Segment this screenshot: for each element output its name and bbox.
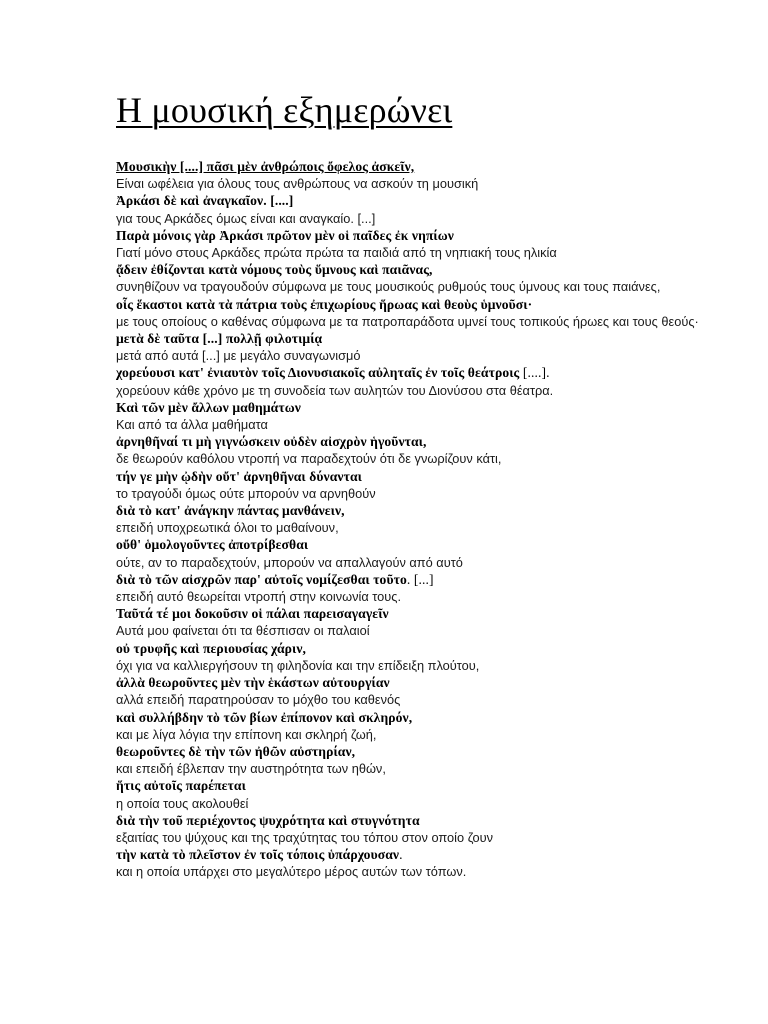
ancient-greek-text: Παρὰ μόνοις γὰρ Ἀρκάσι πρῶτον μὲν οἱ παῖδες ἐκ νηπίων <box>116 227 454 243</box>
ancient-greek-text: καὶ συλλήβδην τὸ τῶν βίων ἐπίπονον καὶ σκληρόν, <box>116 709 413 725</box>
ancient-greek-text: τήν γε μὴν ᾠδὴν οὔτ' ἀρνηθῆναι δύνανται <box>116 468 362 484</box>
translation-text: η οποία τους ακολουθεί <box>116 795 249 811</box>
ancient-greek-line <box>116 846 736 863</box>
ancient-greek-line <box>116 296 736 313</box>
ancient-greek-text: Μουσικὴν [....] πᾶσι μὲν ἀνθρώποις ὄφελος ἀσκεῖν, <box>116 159 415 174</box>
translation-line <box>116 347 736 364</box>
translation-line <box>116 210 736 227</box>
ancient-greek-text: Ἀρκάσι δὲ καὶ ἀναγκαῖον. [....] <box>116 193 294 209</box>
document-title: Η μουσική εξημερώνει <box>116 90 453 130</box>
translation-line <box>116 313 736 330</box>
text-body <box>116 158 736 881</box>
translation-text: και με λίγα λόγια την επίπονη και σκληρή ζωή, <box>116 726 377 742</box>
translation-line <box>116 382 736 399</box>
ancient-greek-text: οὐ τρυφῆς καὶ περιουσίας χάριν, <box>116 640 307 656</box>
ancient-greek-line <box>116 709 736 726</box>
translation-line <box>116 485 736 502</box>
translation-text: Αυτά μου φαίνεται ότι τα θέσπισαν οι παλαιοί <box>116 623 370 639</box>
ancient-greek-text: διὰ τὸ τῶν αἰσχρῶν παρ' αὐτοῖς νομίζεσθαι τοῦτο <box>116 571 407 587</box>
ancient-greek-text: Καὶ τῶν μὲν ἄλλων μαθημάτων <box>116 399 301 415</box>
translation-text: όχι για να καλλιεργήσουν τη φιληδονία και την επίδειξη πλούτου, <box>116 657 480 673</box>
ancient-greek-text: Ταῦτά τέ μοι δοκοῦσιν οἱ πάλαι παρεισαγαγεῖν <box>116 606 389 622</box>
translation-text: εξαιτίας του ψύχους και της τραχύτητας του τόπου στον οποίο ζουν <box>116 829 493 845</box>
translation-text: και επειδή έβλεπαν την αυστηρότητα των ηθών, <box>116 761 386 777</box>
ancient-greek-line <box>116 192 736 209</box>
translation-text: Είναι ωφέλεια για όλους τους ανθρώπους να ασκούν τη μουσική <box>116 176 479 192</box>
translation-text: για τους Αρκάδες όμως είναι και αναγκαίο. [...] <box>116 210 376 226</box>
translation-line <box>116 244 736 261</box>
line-suffix: . [...] <box>406 571 434 587</box>
ancient-greek-text: ᾄδειν ἐθίζονται κατὰ νόμους τοὺς ὕμνους καὶ παιᾶνας, <box>116 262 433 278</box>
translation-line <box>116 622 736 639</box>
translation-line <box>116 588 736 605</box>
translation-line <box>116 175 736 192</box>
ancient-greek-line <box>116 605 736 622</box>
translation-line <box>116 416 736 433</box>
line-suffix: . <box>399 847 403 863</box>
ancient-greek-line <box>116 399 736 416</box>
ancient-greek-text: ἀλλὰ θεωροῦντες μὲν τὴν ἑκάστων αὐτουργίαν <box>116 675 390 691</box>
translation-line <box>116 863 736 880</box>
translation-line <box>116 760 736 777</box>
document-page <box>116 88 736 880</box>
ancient-greek-text: τὴν κατὰ τὸ πλεῖστον ἐν τοῖς τόποις ὑπάρχουσαν <box>116 847 400 863</box>
ancient-greek-line <box>116 468 736 485</box>
translation-text: Γιατί μόνο στους Αρκάδες πρώτα πρώτα τα παιδιά από τη νηπιακή τους ηλικία <box>116 245 557 261</box>
translation-line <box>116 829 736 846</box>
ancient-greek-line <box>116 227 736 244</box>
ancient-greek-line <box>116 261 736 278</box>
translation-text: επειδή αυτό θεωρείται ντροπή στην κοινωνία τους. <box>116 589 402 605</box>
translation-text: Και από τα άλλα μαθήματα <box>116 417 268 433</box>
ancient-greek-text: ἀρνηθῆναί τι μὴ γιγνώσκειν οὐδὲν αἰσχρὸν ἡγοῦνται, <box>116 434 427 450</box>
ancient-greek-text: οὔθ' ὁμολογοῦντες ἀποτρίβεσθαι <box>116 537 309 553</box>
ancient-greek-text: ἥτις αὐτοῖς παρέπεται <box>116 778 246 794</box>
ancient-greek-line <box>116 674 736 691</box>
ancient-greek-text: χορεύουσι κατ' ἐνιαυτὸν τοῖς Διονυσιακοῖς αὐληταῖς ἐν τοῖς θεάτροις <box>116 365 520 381</box>
translation-line <box>116 554 736 571</box>
translation-text: και η οποία υπάρχει στο μεγαλύτερο μέρος αυτών των τόπων. <box>116 864 467 880</box>
translation-text: χορεύουν κάθε χρόνο με τη συνοδεία των αυλητών του Διονύσου στα θέατρα. <box>116 382 554 398</box>
translation-line <box>116 795 736 812</box>
ancient-greek-line <box>116 330 736 347</box>
line-suffix: [....]. <box>519 365 550 381</box>
ancient-greek-line <box>116 777 736 794</box>
translation-line <box>116 519 736 536</box>
ancient-greek-line <box>116 640 736 657</box>
ancient-greek-line <box>116 571 736 588</box>
translation-text: μετά από αυτά [...] με μεγάλο συναγωνισμό <box>116 348 361 364</box>
translation-text: συνηθίζουν να τραγουδούν σύμφωνα με τους μουσικούς ρυθμούς τους ύμνους και τους παιάνες, <box>116 279 661 295</box>
translation-text: με τους οποίους ο καθένας σύμφωνα με τα πατροπαράδοτα υμνεί τους τοπικούς ήρωες και τους θεούς· <box>116 313 699 329</box>
translation-text: επειδή υποχρεωτικά όλοι το μαθαίνουν, <box>116 520 339 536</box>
ancient-greek-text: διὰ τὸ κατ' ἀνάγκην πάντας μανθάνειν, <box>116 503 345 519</box>
ancient-greek-line <box>116 536 736 553</box>
translation-text: το τραγούδι όμως ούτε μπορούν να αρνηθούν <box>116 485 376 501</box>
translation-text: δε θεωρούν καθόλου ντροπή να παραδεχτούν ότι δε γνωρίζουν κάτι, <box>116 451 502 467</box>
ancient-greek-line <box>116 812 736 829</box>
translation-line <box>116 278 736 295</box>
ancient-greek-line <box>116 158 736 175</box>
translation-line <box>116 450 736 467</box>
ancient-greek-text: μετὰ δὲ ταῦτα [...] πολλῇ φιλοτιμίᾳ <box>116 331 323 347</box>
ancient-greek-text: διὰ τὴν τοῦ περιέχοντος ψυχρότητα καὶ στυγνότητα <box>116 812 420 828</box>
ancient-greek-line <box>116 364 736 381</box>
ancient-greek-text: οἷς ἕκαστοι κατὰ τὰ πάτρια τοὺς ἐπιχωρίους ἥρωας καὶ θεοὺς ὑμνοῦσι· <box>116 296 533 312</box>
translation-line <box>116 691 736 708</box>
ancient-greek-text: θεωροῦντες δὲ τὴν τῶν ἠθῶν αὐστηρίαν, <box>116 743 356 759</box>
translation-text: αλλά επειδή παρατηρούσαν το μόχθο του καθενός <box>116 692 401 708</box>
ancient-greek-line <box>116 433 736 450</box>
translation-line <box>116 657 736 674</box>
translation-text: ούτε, αν το παραδεχτούν, μπορούν να απαλλαγούν από αυτό <box>116 554 463 570</box>
ancient-greek-line <box>116 743 736 760</box>
translation-line <box>116 726 736 743</box>
ancient-greek-line <box>116 502 736 519</box>
